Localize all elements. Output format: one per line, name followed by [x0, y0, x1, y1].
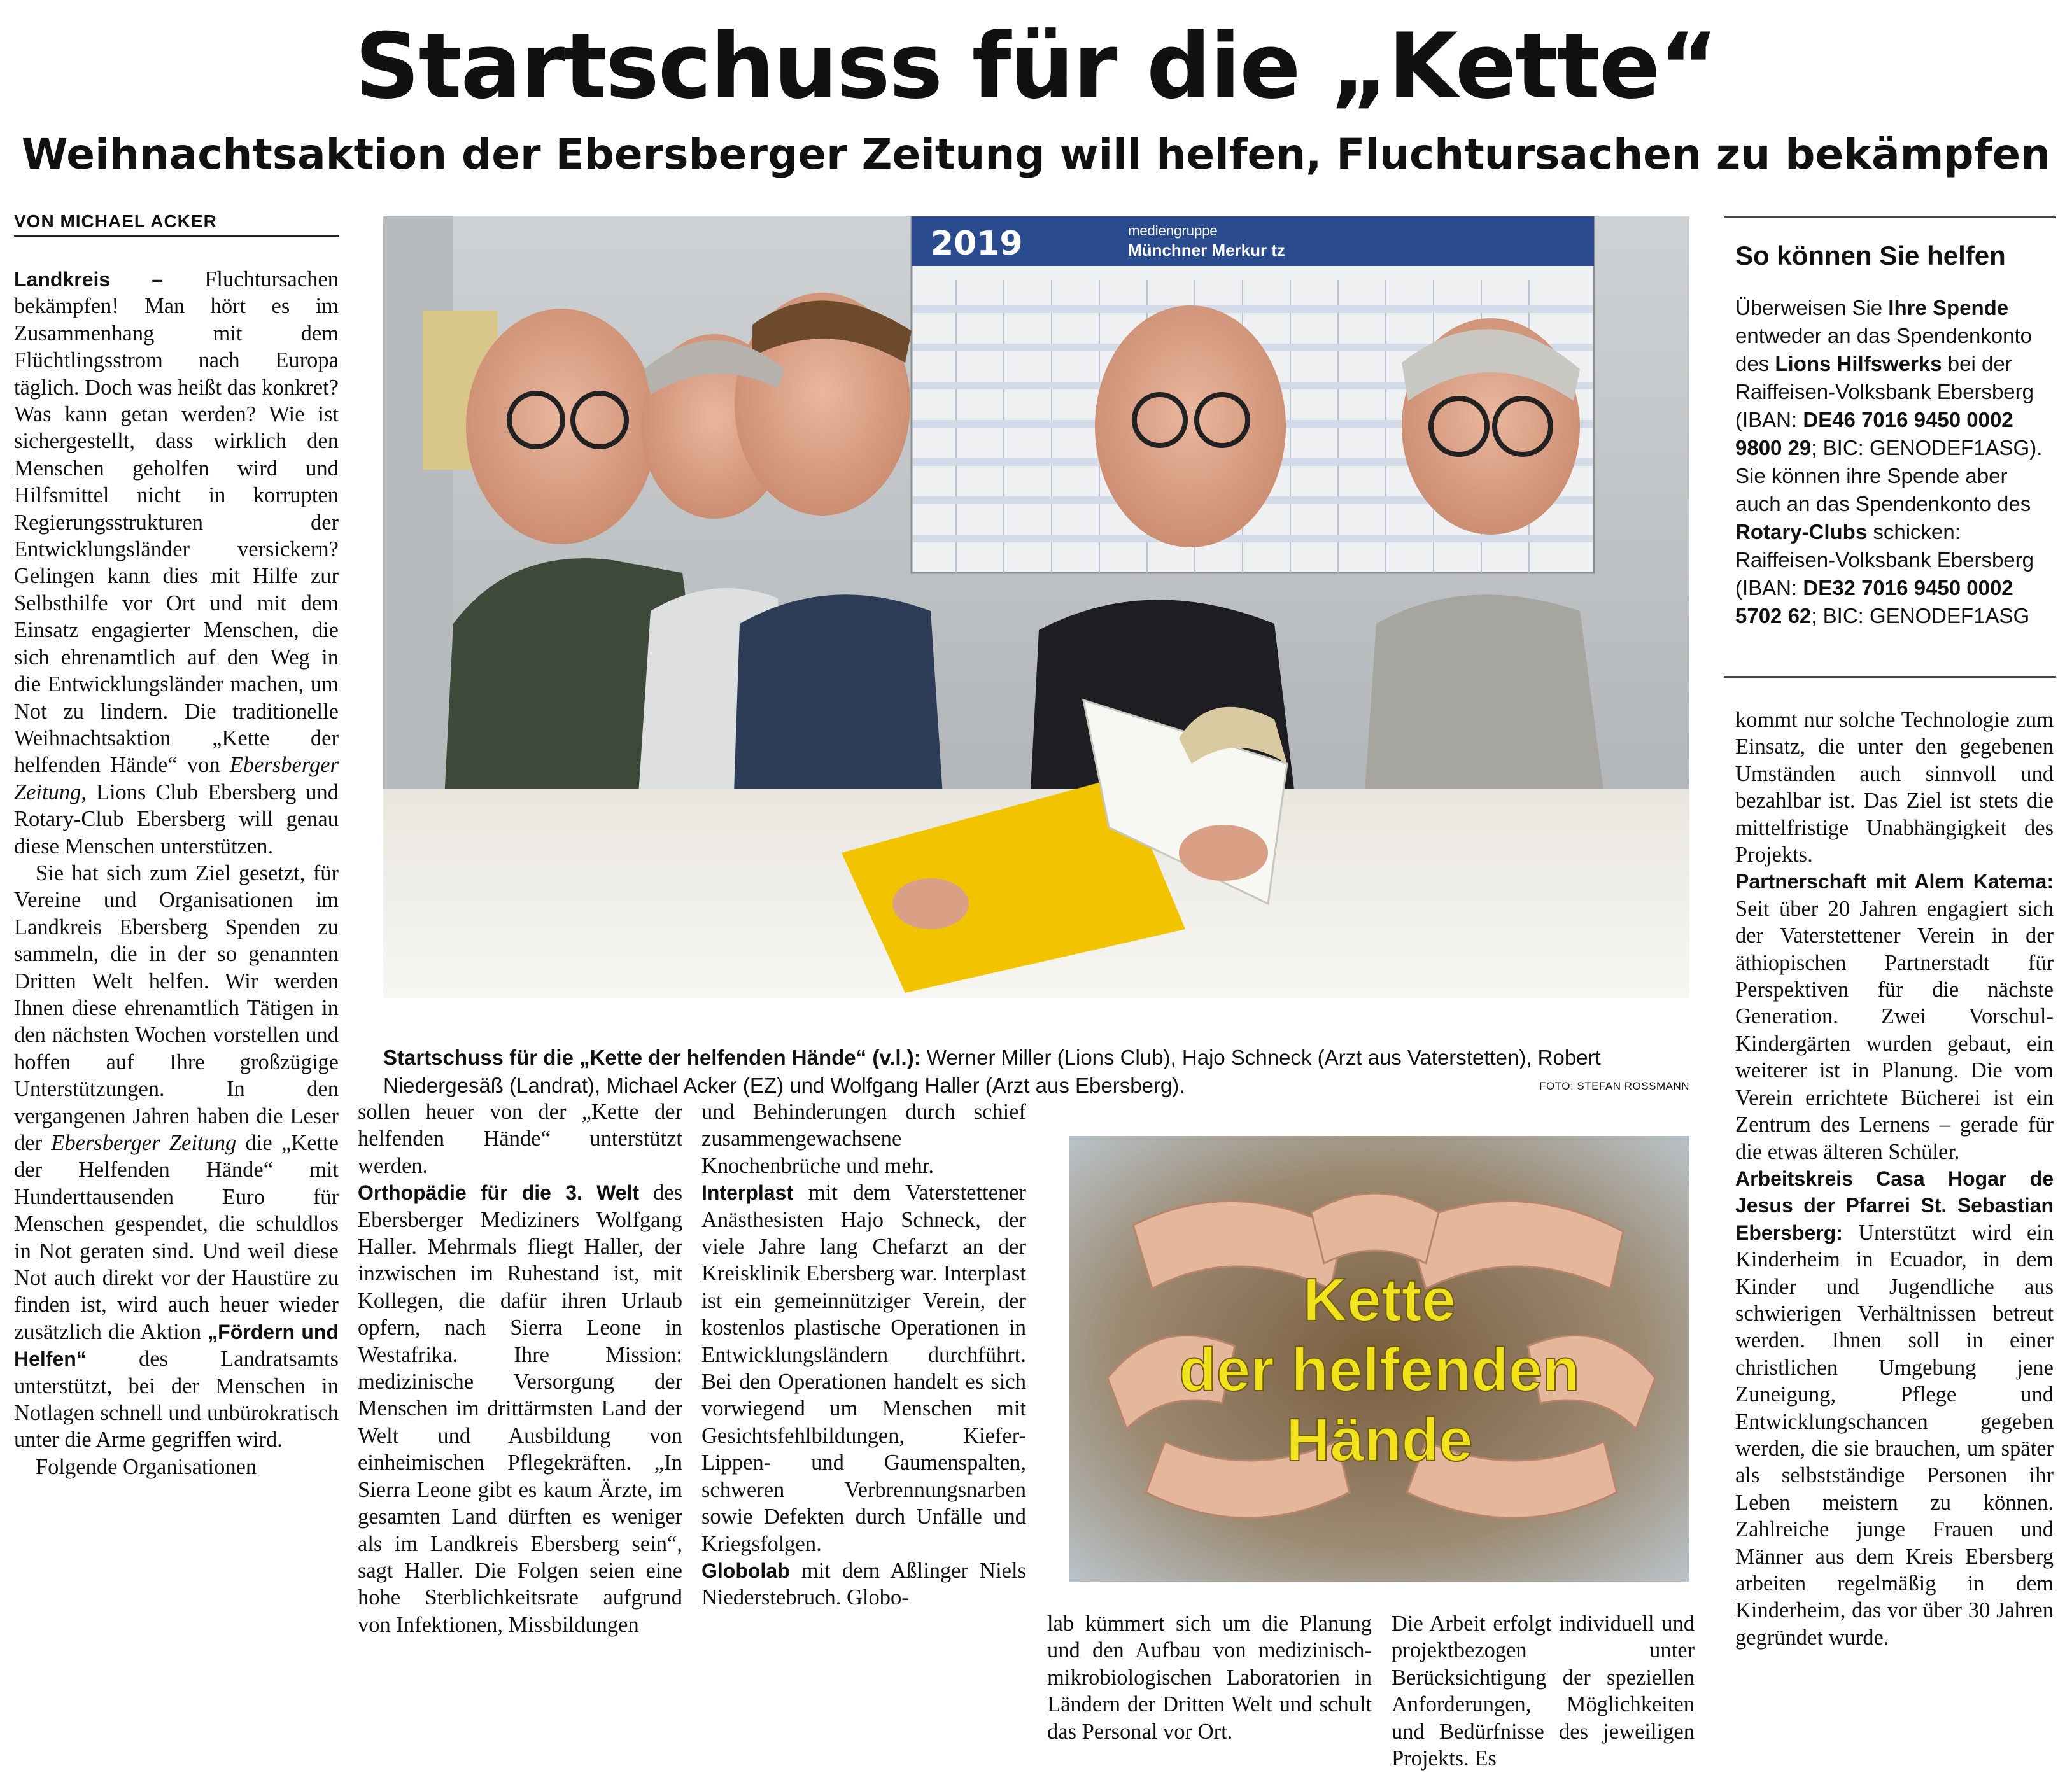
text: lab kümmert sich um die Planung und den Aufbau von medizinisch-mikrobiologischen Laboratorien in Ländern der Dritten Welt und schult das Personal vor Ort. — [1047, 1611, 1372, 1744]
article-column-2 — [358, 1098, 682, 1638]
paragraph — [1735, 706, 2054, 868]
text-bold: Ihre Spende — [1888, 296, 2009, 319]
person-4-head — [1095, 305, 1286, 547]
paragraph — [1392, 1610, 1695, 1772]
subhead: Partnerschaft mit Alem Katema: — [1735, 870, 2054, 894]
hands-chain-illustration — [1069, 1136, 1689, 1582]
kette-logo-image — [1069, 1136, 1689, 1582]
text: und Behinderungen durch schief zusammengewachsene Knochenbrüche und mehr. — [701, 1100, 1026, 1178]
text: bei der Raiffeisen-Volksbank Ebersberg (IBAN: — [1735, 352, 2034, 431]
paragraph — [358, 1098, 682, 1179]
article-column-1 — [14, 266, 339, 1480]
photo-illustration — [383, 216, 1689, 998]
dateline: Landkreis – — [14, 268, 205, 291]
publication-name: Ebersberger Zeitung — [14, 753, 339, 804]
text-bold: Lions Hilfswerks — [1775, 352, 1942, 375]
article-column-4 — [1047, 1610, 1372, 1745]
photo-caption — [383, 1044, 1689, 1100]
text: Sie hat sich zum Ziel gesetzt, für Vereine und Organisationen im Landkreis Ebersberg Spenden zu sammeln, die in der so genannten Dritten Welt helfen. Wir werden Ihnen diese ehrenamtlich Tätigen in den nächsten Wochen vorstellen und hoffen auf Ihre großzügige Unterstützungen. In den vergangenen Jahren haben die Leser der — [14, 860, 339, 1155]
text: kommt nur solche Technologie zum Einsatz, die unter den gegebenen Umständen auch sinnvoll und bezahlbar ist. Das Ziel ist stets die mittelfristige Unabhängigkeit des Projekts. — [1735, 708, 2054, 867]
paragraph — [701, 1179, 1026, 1557]
text: des Ebersberger Mediziners Wolfgang Haller. Mehrmals fliegt Haller, der inzwischen im Ruhestand ist, mit Kollegen, die dafür ihren Urlaub opfern, nach Sierra Leone in Westafrika. Ihre Mission: medizinische Versorgung der Menschen im drittärmsten Land der Welt und Ausbildung von einheimischen Pflegekräften. „In Sierra Leone gibt es kaum Ärzte, im gesamten Land dürften es weniger als im Landkreis Ebersberg sein“, sagt Haller. Die Folgen seien eine hohe Sterblichkeitsrate aufgrund von Infektionen, Missbildungen — [358, 1181, 682, 1637]
svg-text:2019: 2019 — [931, 225, 1023, 263]
paragraph — [1047, 1610, 1372, 1745]
subheadline: Weihnachtsaktion der Ebersberger Zeitung will helfen, Fluchtursachen zu bekämpfen — [21, 130, 2051, 179]
iban-lions: DE46 7016 9450 0002 9800 29 — [1735, 408, 2013, 460]
paragraph — [358, 1179, 682, 1638]
paragraph — [1735, 868, 2054, 1165]
photo-credit: FOTO: STEFAN ROSSMANN — [1539, 1080, 1689, 1092]
svg-text:mediengruppe: mediengruppe — [1128, 223, 1218, 239]
paragraph — [701, 1098, 1026, 1179]
infobox-title: So können Sie helfen — [1735, 241, 2006, 270]
text: ; BIC: GENODEF1ASG — [1811, 604, 2030, 628]
publication-name: Ebersberger Zeitung — [51, 1131, 237, 1155]
article-column-6 — [1735, 706, 2054, 1651]
text: Seit über 20 Jahren engagiert sich der Vaterstettener Verein in der äthiopischen Partnerstadt für Perspektiven für die nächste Generation. Zwei Vorschul-Kindergärten wurden gebaut, ein weiterer ist in Planung. Die vom Verein errichtete Bücherei ist ein Zentrum des Lernens – gerade für die etwas älteren Schüler. — [1735, 896, 2054, 1164]
text: Folgende Organisationen — [36, 1454, 257, 1479]
logo-line-3: Hände — [1286, 1406, 1473, 1474]
text: Fluchtursachen bekämpfen! Man hört es im Zusammenhang mit dem Flüchtlingsstrom nach Europa täglich. Doch was heißt das konkret? Was kann getan werden? Wie ist sichergestellt, dass wirklich den Menschen geholfen wird und Hilfsmittel nicht in korrupten Regierungsstrukturen der Entwicklungsländer versickern? Gelingen kann dies mit Hilfe zur Selbsthilfe vor Ort und mit dem Einsatz engagierter Menschen, die sich ehrenamtlich auf den Weg in die Entwicklungsländer machen, um Not zu lindern. Die traditionelle Weihnachtsaktion „Kette der helfenden Hände“ von — [14, 267, 339, 778]
subhead: Interplast — [701, 1181, 794, 1205]
paragraph — [14, 1454, 339, 1480]
text: mit dem Vaterstettener Anästhesisten Hajo Schneck, der viele Jahre lang Chefarzt an der Kreisklinik Ebersberg war. Interplast ist ein gemeinnütziger Verein, der kostenlos plastische Operationen in Entwicklungsländern durchführt. Bei den Operationen handelt es sich vorwiegend um Menschen mit Gesichtsfehlbildungen, Kiefer- Lippen- und Gaumenspalten, schweren Verbrennungsnarben sowie Defekten durch Unfälle und Kriegsfolgen. — [701, 1181, 1026, 1556]
subhead: Orthopädie für die 3. Welt — [358, 1181, 640, 1205]
paragraph — [1735, 1165, 2054, 1651]
article-column-5 — [1392, 1610, 1695, 1772]
text: mit dem Aßlinger Niels Niederstebruch. Globo- — [701, 1558, 1026, 1610]
infobox-top-rule — [1724, 216, 2056, 218]
text: sollen heuer von der „Kette der helfenden Hände“ unterstützt werden. — [358, 1100, 682, 1178]
infobox-body — [1735, 294, 2054, 630]
text: Unterstützt wird ein Kinderheim in Ecuador, in dem Kinder und Jugendliche aus schwierigen Verhältnissen betreut werden. Ihnen soll in einer christlichen Umgebung jene Zuneigung, Pflege und Entwicklungschancen gegeben werden, die sie brauchen, um später als selbstständige Personen ihr Leben meistern zu können. Zahlreiche junge Frauen und Männer aus dem Kreis Ebersberg arbeiten regelmäßig in dem Kinderheim, das vor über 30 Jahren gegründet wurde. — [1735, 1220, 2054, 1650]
text: die „Kette der Helfenden Hände“ mit Hunderttausenden Euro für Menschen gespendet, die schuldlos in Not geraten sind. Und weil diese Not auch direkt vor der Haustüre zu finden ist, wird auch heuer wieder zusätzlich die Aktion — [14, 1131, 339, 1344]
text: , Lions Club Ebersberg und Rotary-Club Ebersberg will genau diese Menschen unterstützen. — [14, 780, 339, 859]
text: ; BIC: GENODEF1ASG). Sie können ihre Spende aber auch an das Spendenkonto des — [1735, 436, 2043, 516]
subhead: Globolab — [701, 1559, 790, 1582]
byline: VON MICHAEL ACKER — [14, 211, 339, 237]
text: schicken: Raiffeisen-Volksbank Ebersberg (IBAN: — [1735, 520, 2034, 600]
svg-text:Münchner Merkur tz: Münchner Merkur tz — [1128, 241, 1286, 260]
iban-rotary: DE32 7016 9450 0002 5702 62 — [1735, 576, 2013, 628]
headline: Startschuss für die „Kette“ — [355, 14, 1717, 119]
paragraph — [14, 860, 339, 1454]
infobox-bottom-rule — [1724, 676, 2056, 678]
article-column-3 — [701, 1098, 1026, 1611]
action-name: „Fördern und Helfen“ — [14, 1320, 339, 1371]
caption-text: Werner Miller (Lions Club), Hajo Schneck (Arzt aus Vaterstetten), Robert Niedergesäß (Landrat), Michael Acker (EZ) und Wolfgang Haller (Arzt aus Ebersberg). — [383, 1046, 1601, 1097]
text: Überweisen Sie — [1735, 296, 1889, 319]
paragraph — [14, 266, 339, 860]
subhead: Arbeitskreis Casa Hogar de Jesus der Pfarrei St. Sebastian Ebersberg: — [1735, 1167, 2054, 1244]
logo-line-1: Kette — [1302, 1266, 1456, 1334]
text-bold: Rotary-Clubs — [1735, 520, 1868, 544]
text: Die Arbeit erfolgt individuell und projektbezogen unter Berücksichtigung der speziellen Anforderungen, Möglichkeiten und Bedürfnisse des jeweiligen Projekts. Es — [1392, 1611, 1695, 1771]
paragraph — [701, 1557, 1026, 1611]
text: des Landratsamts unterstützt, bei der Menschen in Notlagen schnell und unbürokratisch unter die Arme gegriffen wird. — [14, 1347, 339, 1452]
group-photo — [383, 216, 1689, 998]
logo-line-2: der helfenden — [1179, 1336, 1580, 1404]
text: entweder an das Spendenkonto des — [1735, 324, 2033, 375]
caption-lead: Startschuss für die „Kette der helfenden Hände“ (v.l.): — [383, 1046, 921, 1069]
